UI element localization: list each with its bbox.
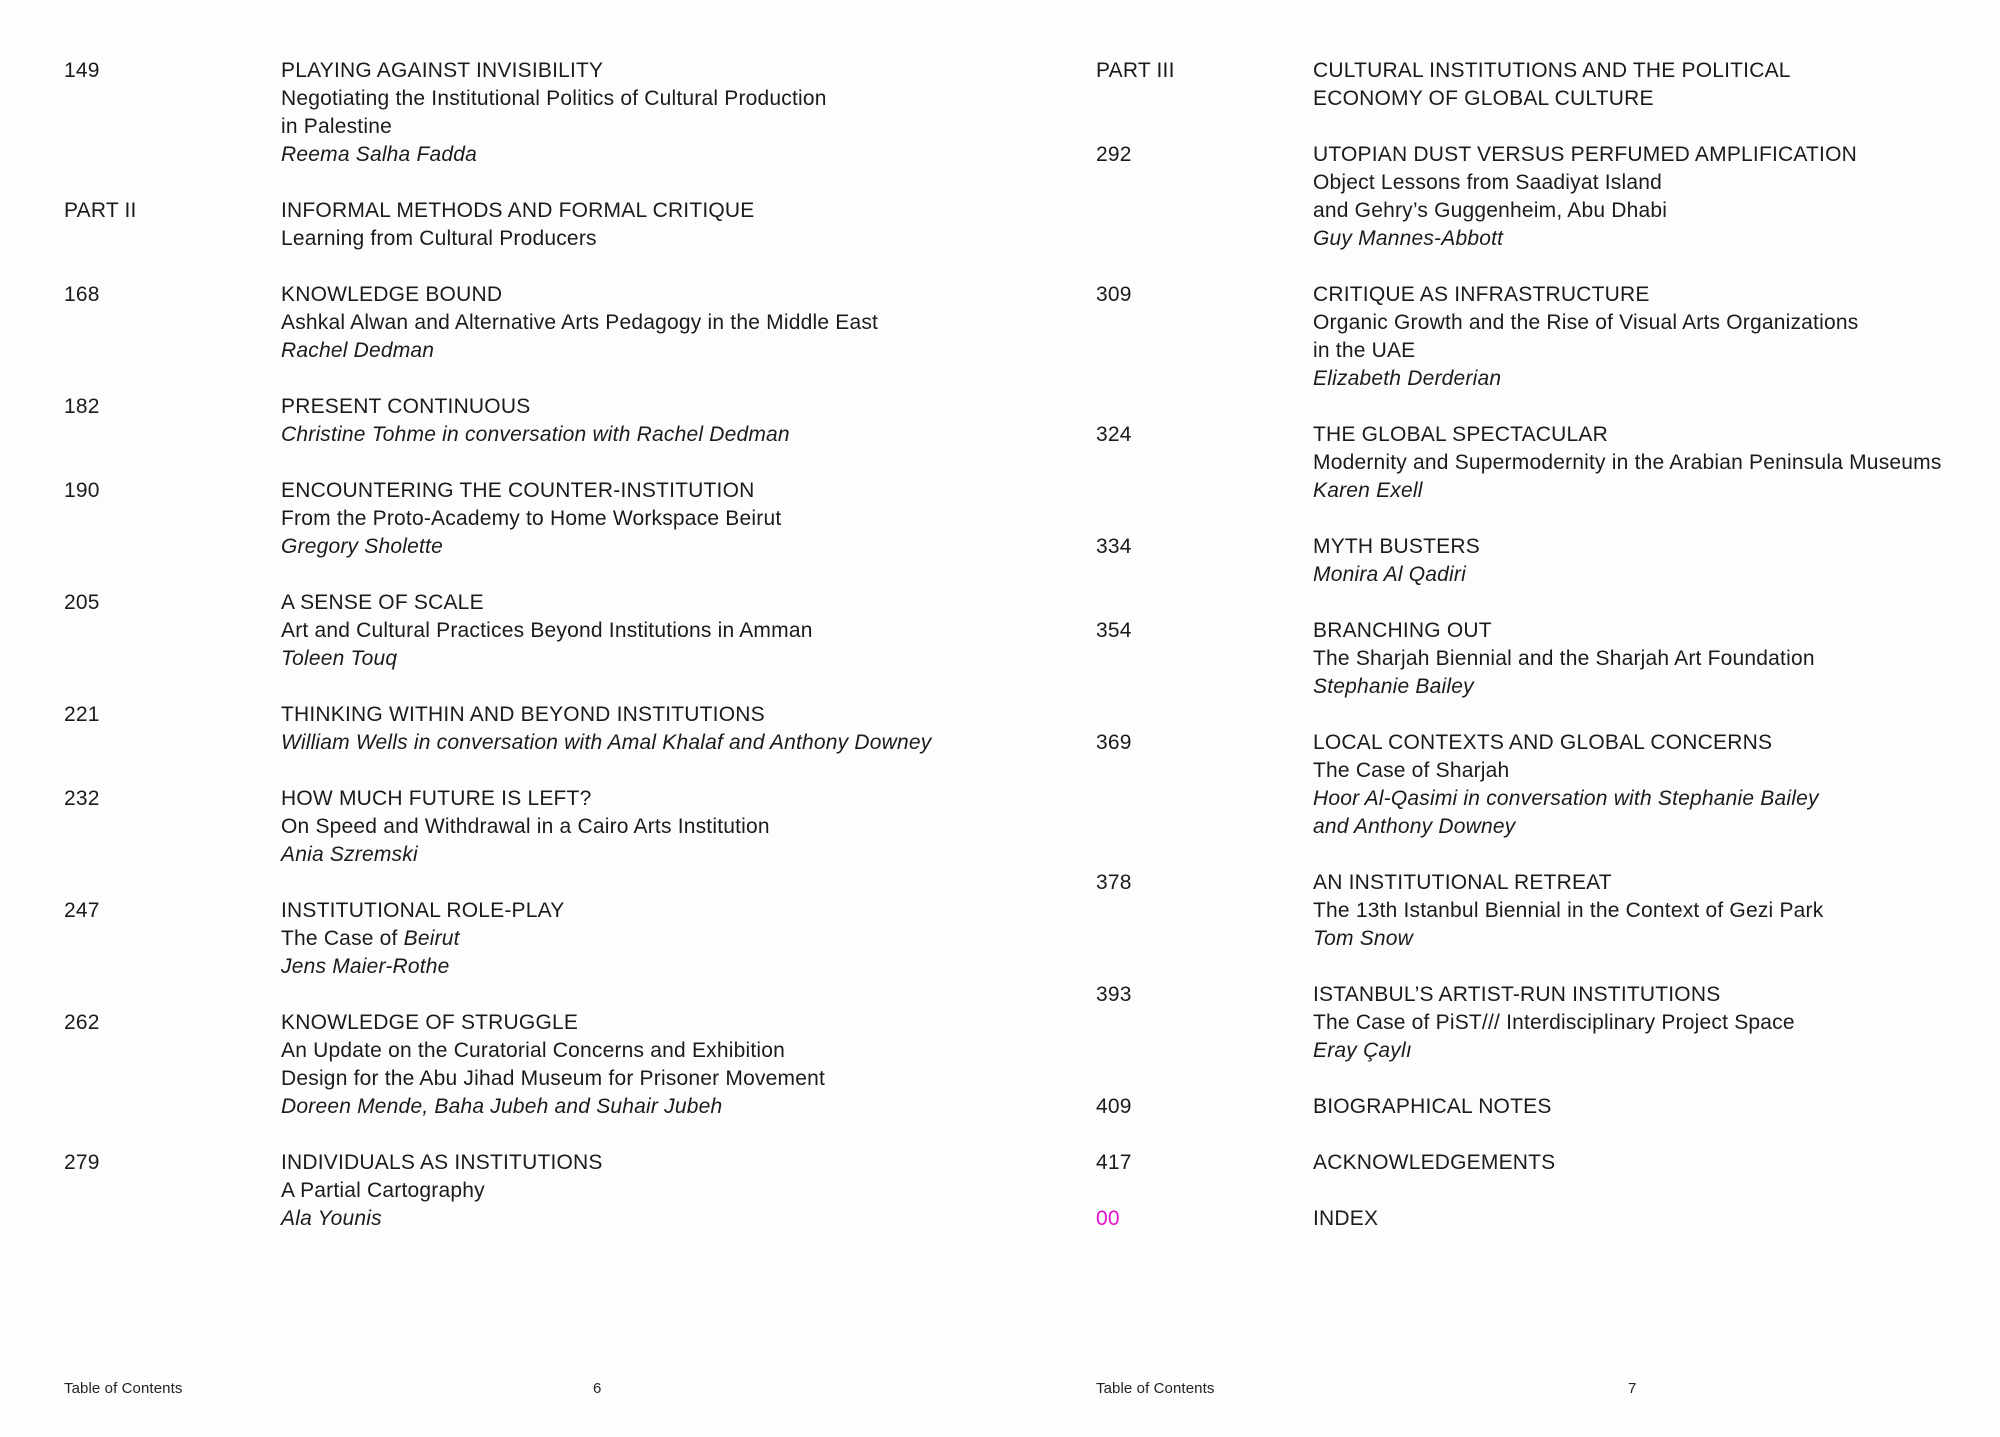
entry-page-number: 168 [64,283,100,306]
entry-title: KNOWLEDGE BOUND [281,283,503,306]
entry-title: KNOWLEDGE OF STRUGGLE [281,1011,579,1034]
entry-page-number: 309 [1096,283,1132,306]
toc-entry [64,1149,944,1233]
entry-author: Guy Mannes-Abbott [1313,227,1504,250]
entry-title: CRITIQUE AS INFRASTRUCTURE [1313,283,1650,306]
entry-title: THE GLOBAL SPECTACULAR [1313,423,1608,446]
entry-author: Gregory Sholette [281,535,443,558]
entry-subtitle: The 13th Istanbul Biennial in the Context of Gezi Park [1313,899,1824,922]
subtitle-segment: The Case of [281,927,404,950]
entry-author: Doreen Mende, Baha Jubeh and Suhair Jubeh [281,1095,723,1118]
entry-subtitle: Design for the Abu Jihad Museum for Prisoner Movement [281,1067,826,1090]
entry-title: A SENSE OF SCALE [281,591,484,614]
entry-title: THINKING WITHIN AND BEYOND INSTITUTIONS [281,703,765,726]
entry-text [281,197,944,253]
entry-title: INFORMAL METHODS AND FORMAL CRITIQUE [281,199,755,222]
entry-author: Monira Al Qadiri [1313,563,1466,586]
entry-text [1313,617,1976,701]
toc-entry [1096,981,1976,1065]
entry-page-number: 292 [1096,143,1132,166]
right-footer-running-title: Table of Contents [1096,1380,1215,1397]
entry-page-number: 221 [64,703,100,726]
entry-title: INDEX [1313,1207,1379,1230]
toc-entry [1096,869,1976,953]
entry-subtitle: The Case of Sharjah [1313,759,1510,782]
entry-author: Jens Maier-Rothe [281,955,450,978]
entry-text [281,785,944,869]
toc-entry [1096,1205,1976,1233]
entry-author: Reema Salha Fadda [281,143,478,166]
entry-author: Eray Çaylı [1313,1039,1412,1062]
entry-text [281,589,944,673]
entry-page-number: 378 [1096,871,1132,894]
entry-title: HOW MUCH FUTURE IS LEFT? [281,787,592,810]
entry-text [281,1149,944,1233]
toc-entry [1096,729,1976,841]
entry-text [281,1009,944,1121]
entry-text [1313,141,1976,253]
toc-entry [64,785,944,869]
entry-subtitle: and Gehry’s Guggenheim, Abu Dhabi [1313,199,1668,222]
entry-text [281,897,944,981]
entry-text [1313,57,1976,113]
left-footer-running-title: Table of Contents [64,1380,183,1397]
entry-subtitle [281,925,944,953]
entry-title: UTOPIAN DUST VERSUS PERFUMED AMPLIFICATION [1313,143,1857,166]
entry-page-number: 324 [1096,423,1132,446]
entry-title: BRANCHING OUT [1313,619,1492,642]
entry-author: Ania Szremski [281,843,418,866]
entry-subtitle: Learning from Cultural Producers [281,227,597,250]
entry-page-number: 232 [64,787,100,810]
toc-right-page [1096,57,1976,1261]
toc-part-entry [1096,57,1976,113]
entry-text [281,477,944,561]
part-label: PART III [1096,59,1175,82]
toc-entry [64,701,944,757]
entry-text [1313,281,1976,393]
toc-entry [1096,1149,1976,1177]
toc-entry [64,281,944,365]
entry-title: ECONOMY OF GLOBAL CULTURE [1313,87,1654,110]
entry-page-number: 262 [64,1011,100,1034]
entry-title: MYTH BUSTERS [1313,535,1480,558]
entry-page-number: 190 [64,479,100,502]
entry-page-number: 149 [64,59,100,82]
entry-title: INSTITUTIONAL ROLE-PLAY [281,899,565,922]
entry-title: PLAYING AGAINST INVISIBILITY [281,59,604,82]
entry-subtitle: Art and Cultural Practices Beyond Institutions in Amman [281,619,813,642]
entry-subtitle: An Update on the Curatorial Concerns and Exhibition [281,1039,785,1062]
entry-title: LOCAL CONTEXTS AND GLOBAL CONCERNS [1313,731,1773,754]
toc-entry [64,1009,944,1121]
entry-title: INDIVIDUALS AS INSTITUTIONS [281,1151,603,1174]
entry-text [1313,981,1976,1065]
entry-page-number: 417 [1096,1151,1132,1174]
entry-title: PRESENT CONTINUOUS [281,395,531,418]
entry-page-number: 409 [1096,1095,1132,1118]
toc-entry [1096,421,1976,505]
entry-author: and Anthony Downey [1313,815,1516,838]
toc-left-page [64,57,944,1261]
entry-text [1313,1093,1976,1121]
entry-text [1313,729,1976,841]
entry-subtitle: Negotiating the Institutional Politics of Cultural Production [281,87,827,110]
toc-entry [1096,281,1976,393]
entry-page-number: 393 [1096,983,1132,1006]
entry-text [281,701,944,757]
entry-subtitle: in the UAE [1313,339,1416,362]
entry-author: Karen Exell [1313,479,1423,502]
entry-subtitle: Modernity and Supermodernity in the Arabian Peninsula Museums [1313,451,1942,474]
entry-page-number: 205 [64,591,100,614]
part-label: PART II [64,199,137,222]
entry-text [281,281,944,365]
entry-author: Toleen Touq [281,647,398,670]
entry-text [281,57,944,169]
entry-author: William Wells in conversation with Amal Khalaf and Anthony Downey [281,731,932,754]
entry-page-number: 354 [1096,619,1132,642]
entry-title: ISTANBUL’S ARTIST-RUN INSTITUTIONS [1313,983,1721,1006]
toc-entry [1096,141,1976,253]
entry-subtitle: On Speed and Withdrawal in a Cairo Arts Institution [281,815,770,838]
entry-text [1313,1149,1976,1177]
entry-page-number: 369 [1096,731,1132,754]
subtitle-italic-segment: Beirut [403,927,460,950]
entry-subtitle: in Palestine [281,115,392,138]
left-footer-page-number: 6 [593,1380,602,1397]
entry-subtitle: Ashkal Alwan and Alternative Arts Pedagogy in the Middle East [281,311,879,334]
entry-title: ACKNOWLEDGEMENTS [1313,1151,1556,1174]
entry-page-number: 334 [1096,535,1132,558]
entry-text [1313,869,1976,953]
entry-page-number: 247 [64,899,100,922]
toc-entry [64,57,944,169]
right-footer-page-number: 7 [1628,1380,1637,1397]
entry-text [1313,421,1976,505]
entry-author: Rachel Dedman [281,339,435,362]
entry-author: Stephanie Bailey [1313,675,1474,698]
entry-text [1313,1205,1976,1233]
entry-subtitle: From the Proto-Academy to Home Workspace Beirut [281,507,782,530]
entry-author: Tom Snow [1313,927,1414,950]
entry-author: Ala Younis [281,1207,382,1230]
entry-subtitle: Object Lessons from Saadiyat Island [1313,171,1663,194]
entry-author: Christine Tohme in conversation with Rachel Dedman [281,423,790,446]
entry-title: ENCOUNTERING THE COUNTER-INSTITUTION [281,479,755,502]
toc-entry [1096,1093,1976,1121]
entry-text [1313,533,1976,589]
toc-entry [64,589,944,673]
entry-subtitle: A Partial Cartography [281,1179,485,1202]
toc-entry [1096,617,1976,701]
entry-text [281,393,944,449]
toc-entry [64,477,944,561]
entry-subtitle: The Case of PiST/// Interdisciplinary Project Space [1313,1011,1795,1034]
entry-title: AN INSTITUTIONAL RETREAT [1313,871,1612,894]
entry-title: BIOGRAPHICAL NOTES [1313,1095,1552,1118]
entry-author: Hoor Al-Qasimi in conversation with Stephanie Bailey [1313,787,1819,810]
entry-page-number: 182 [64,395,100,418]
entry-page-number: 279 [64,1151,100,1174]
entry-subtitle: The Sharjah Biennial and the Sharjah Art Foundation [1313,647,1815,670]
entry-title: CULTURAL INSTITUTIONS AND THE POLITICAL [1313,59,1791,82]
toc-entry [1096,533,1976,589]
toc-entry [64,393,944,449]
toc-entry [64,897,944,981]
toc-part-entry [64,197,944,253]
entry-author: Elizabeth Derderian [1313,367,1502,390]
entry-subtitle: Organic Growth and the Rise of Visual Arts Organizations [1313,311,1859,334]
entry-page-number: 00 [1096,1207,1120,1230]
